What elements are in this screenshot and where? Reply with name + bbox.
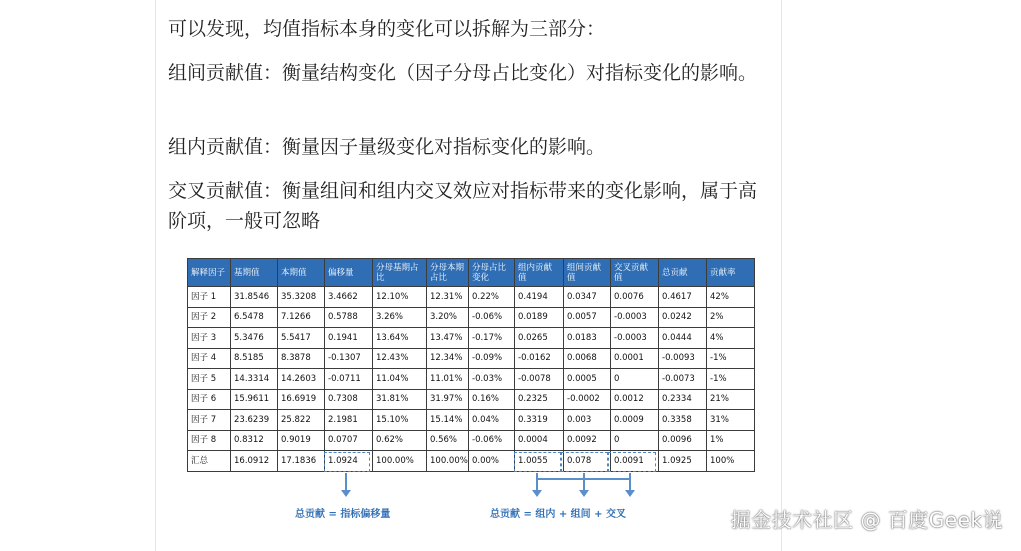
table-cell: -0.0093	[659, 348, 707, 369]
table-cell: 0.0001	[611, 348, 659, 369]
highlight-offset-total	[324, 452, 370, 472]
table-cell: -0.0078	[515, 369, 564, 390]
table-cell: 4%	[707, 328, 755, 349]
table-cell: 0.56%	[427, 430, 469, 451]
table-cell: 3.4662	[325, 287, 373, 308]
table-cell: -0.0003	[611, 328, 659, 349]
table-cell: 0.0444	[659, 328, 707, 349]
table-cell: 0.0096	[659, 430, 707, 451]
table-row	[188, 328, 755, 349]
annotation-total-equals-offset: 总贡献 = 指标偏移量	[295, 509, 391, 520]
table-cell: 0.3319	[515, 410, 564, 431]
table-cell: 0.04%	[469, 410, 515, 431]
table-cell: 因子 2	[188, 307, 231, 328]
table-cell: 0.0189	[515, 307, 564, 328]
table-cell: 因子 5	[188, 369, 231, 390]
table-cell: 0.8312	[231, 430, 278, 451]
table-cell: 0.00%	[469, 451, 515, 472]
table-row	[188, 389, 755, 410]
paragraph-between-group: 组间贡献值：衡量结构变化（因子分母占比变化）对指标变化的影响。	[168, 62, 758, 84]
table-cell: 0.3358	[659, 410, 707, 431]
table-cell: 23.6239	[231, 410, 278, 431]
table-row	[188, 287, 755, 308]
table-cell: 0.003	[564, 410, 611, 431]
table-cell: -0.06%	[469, 430, 515, 451]
contribution-table	[187, 258, 755, 472]
table-cell: -0.06%	[469, 307, 515, 328]
table-cell: 因子 7	[188, 410, 231, 431]
table-cell: 5.5417	[278, 328, 325, 349]
arrow-cross-head	[625, 490, 635, 497]
paragraph-intro: 可以发现，均值指标本身的变化可以拆解为三部分：	[168, 18, 606, 40]
table-cell: 11.01%	[427, 369, 469, 390]
table-cell: 17.1836	[278, 451, 325, 472]
table-cell: 0.0242	[659, 307, 707, 328]
table-header-cell: 分母占比变化	[469, 259, 515, 287]
table-cell: 100%	[707, 451, 755, 472]
table-cell: 因子 1	[188, 287, 231, 308]
table-cell: 8.3878	[278, 348, 325, 369]
table-cell: 12.31%	[427, 287, 469, 308]
table-header-cell: 组内贡献值	[515, 259, 564, 287]
table-cell: 13.47%	[427, 328, 469, 349]
table-cell: -0.0711	[325, 369, 373, 390]
table-cell: 0.0183	[564, 328, 611, 349]
highlight-within-total	[514, 452, 561, 472]
arrow-between-head	[579, 490, 589, 497]
table-cell: -0.1307	[325, 348, 373, 369]
table-header-cell: 分母本期占比	[427, 259, 469, 287]
table-cell: 0.9019	[278, 430, 325, 451]
table-cell: -0.0073	[659, 369, 707, 390]
table-header-cell: 组间贡献值	[564, 259, 611, 287]
table-cell: 3.20%	[427, 307, 469, 328]
table-row	[188, 307, 755, 328]
table-cell: 0.62%	[373, 430, 427, 451]
table-summary-row	[188, 451, 755, 472]
table-cell: -0.0002	[564, 389, 611, 410]
table-cell: 31.81%	[373, 389, 427, 410]
table-cell: 0.0707	[325, 430, 373, 451]
table-cell: 0.22%	[469, 287, 515, 308]
table-cell: -0.0162	[515, 348, 564, 369]
table-cell: 6.5478	[231, 307, 278, 328]
arrow-within-head	[532, 490, 542, 497]
table-cell: 1.0055	[515, 451, 564, 472]
table-cell: 16.0912	[231, 451, 278, 472]
table-row	[188, 348, 755, 369]
table-cell: 8.5185	[231, 348, 278, 369]
table-cell: 21%	[707, 389, 755, 410]
table-cell: 7.1266	[278, 307, 325, 328]
table-cell: 16.6919	[278, 389, 325, 410]
paragraph-cross: 交叉贡献值：衡量组间和组内交叉效应对指标带来的变化影响，属于高阶项，一般可忽略	[168, 180, 758, 232]
table-cell: 0.078	[564, 451, 611, 472]
table-cell: 0.0091	[611, 451, 659, 472]
table-cell: 0.0347	[564, 287, 611, 308]
left-divider	[155, 0, 156, 551]
table-cell: 12.10%	[373, 287, 427, 308]
table-cell: 0.0009	[611, 410, 659, 431]
contribution-table-image	[187, 258, 754, 520]
table-cell: 0.4194	[515, 287, 564, 308]
table-header-cell: 本期值	[278, 259, 325, 287]
table-cell: 100.00%	[427, 451, 469, 472]
table-row	[188, 430, 755, 451]
table-cell: 0.4617	[659, 287, 707, 308]
table-header-row	[188, 259, 755, 287]
table-header-cell: 偏移量	[325, 259, 373, 287]
table-cell: 12.43%	[373, 348, 427, 369]
table-cell: 0.0005	[564, 369, 611, 390]
arrow-left	[345, 473, 347, 491]
arrow-between	[583, 473, 585, 491]
table-cell: 0.2334	[659, 389, 707, 410]
table-cell: 2%	[707, 307, 755, 328]
table-header-cell: 基期值	[231, 259, 278, 287]
table-cell: 0.0012	[611, 389, 659, 410]
annotation-total-equals-sum: 总贡献 = 组内 + 组间 + 交叉	[490, 509, 627, 520]
table-cell: 14.3314	[231, 369, 278, 390]
table-cell: 0.0092	[564, 430, 611, 451]
highlight-cross-total	[608, 452, 656, 472]
table-cell: 12.34%	[427, 348, 469, 369]
table-header-cell: 总贡献	[659, 259, 707, 287]
table-cell: 0.16%	[469, 389, 515, 410]
table-cell: 31%	[707, 410, 755, 431]
table-cell: 0	[611, 369, 659, 390]
table-cell: 因子 8	[188, 430, 231, 451]
table-cell: 0.0265	[515, 328, 564, 349]
table-cell: 42%	[707, 287, 755, 308]
table-cell: 因子 3	[188, 328, 231, 349]
table-cell: 31.8546	[231, 287, 278, 308]
table-cell: -0.09%	[469, 348, 515, 369]
table-cell: 0.0068	[564, 348, 611, 369]
table-cell: 2.1981	[325, 410, 373, 431]
table-cell: 0	[611, 430, 659, 451]
arrow-left-head	[341, 490, 351, 497]
table-cell: 35.3208	[278, 287, 325, 308]
table-cell: 15.14%	[427, 410, 469, 431]
table-cell: 25.822	[278, 410, 325, 431]
table-cell: -1%	[707, 369, 755, 390]
table-cell: 0.2325	[515, 389, 564, 410]
watermark: 掘金技术社区 @ 百度Geek说	[730, 508, 1003, 532]
table-row	[188, 410, 755, 431]
table-cell: 0.0057	[564, 307, 611, 328]
table-cell: 1.0925	[659, 451, 707, 472]
table-cell: 15.9611	[231, 389, 278, 410]
table-cell: 因子 4	[188, 348, 231, 369]
table-cell: 0.5788	[325, 307, 373, 328]
highlight-between-total	[561, 452, 608, 472]
table-cell: 因子 6	[188, 389, 231, 410]
table-cell: 3.26%	[373, 307, 427, 328]
table-cell: 31.97%	[427, 389, 469, 410]
table-cell: -0.03%	[469, 369, 515, 390]
table-header-cell: 分母基期占比	[373, 259, 427, 287]
table-cell: 0.0076	[611, 287, 659, 308]
table-cell: 14.2603	[278, 369, 325, 390]
arrow-within	[536, 473, 538, 491]
table-cell: 5.3476	[231, 328, 278, 349]
table-cell: 0.7308	[325, 389, 373, 410]
table-cell: 11.04%	[373, 369, 427, 390]
arrow-cross	[629, 473, 631, 491]
table-cell: -0.17%	[469, 328, 515, 349]
table-cell: 1.0924	[325, 451, 373, 472]
table-header-cell: 解释因子	[188, 259, 231, 287]
table-cell: 15.10%	[373, 410, 427, 431]
table-header-cell: 交叉贡献值	[611, 259, 659, 287]
table-cell: 0.0004	[515, 430, 564, 451]
table-cell: 13.64%	[373, 328, 427, 349]
table-cell: 汇总	[188, 451, 231, 472]
table-row	[188, 369, 755, 390]
table-cell: 0.1941	[325, 328, 373, 349]
table-header-cell: 贡献率	[707, 259, 755, 287]
right-divider	[781, 0, 782, 551]
table-cell: 1%	[707, 430, 755, 451]
paragraph-within-group: 组内贡献值：衡量因子量级变化对指标变化的影响。	[168, 136, 606, 158]
table-cell: -1%	[707, 348, 755, 369]
table-cell: 100.00%	[373, 451, 427, 472]
table-cell: -0.0003	[611, 307, 659, 328]
